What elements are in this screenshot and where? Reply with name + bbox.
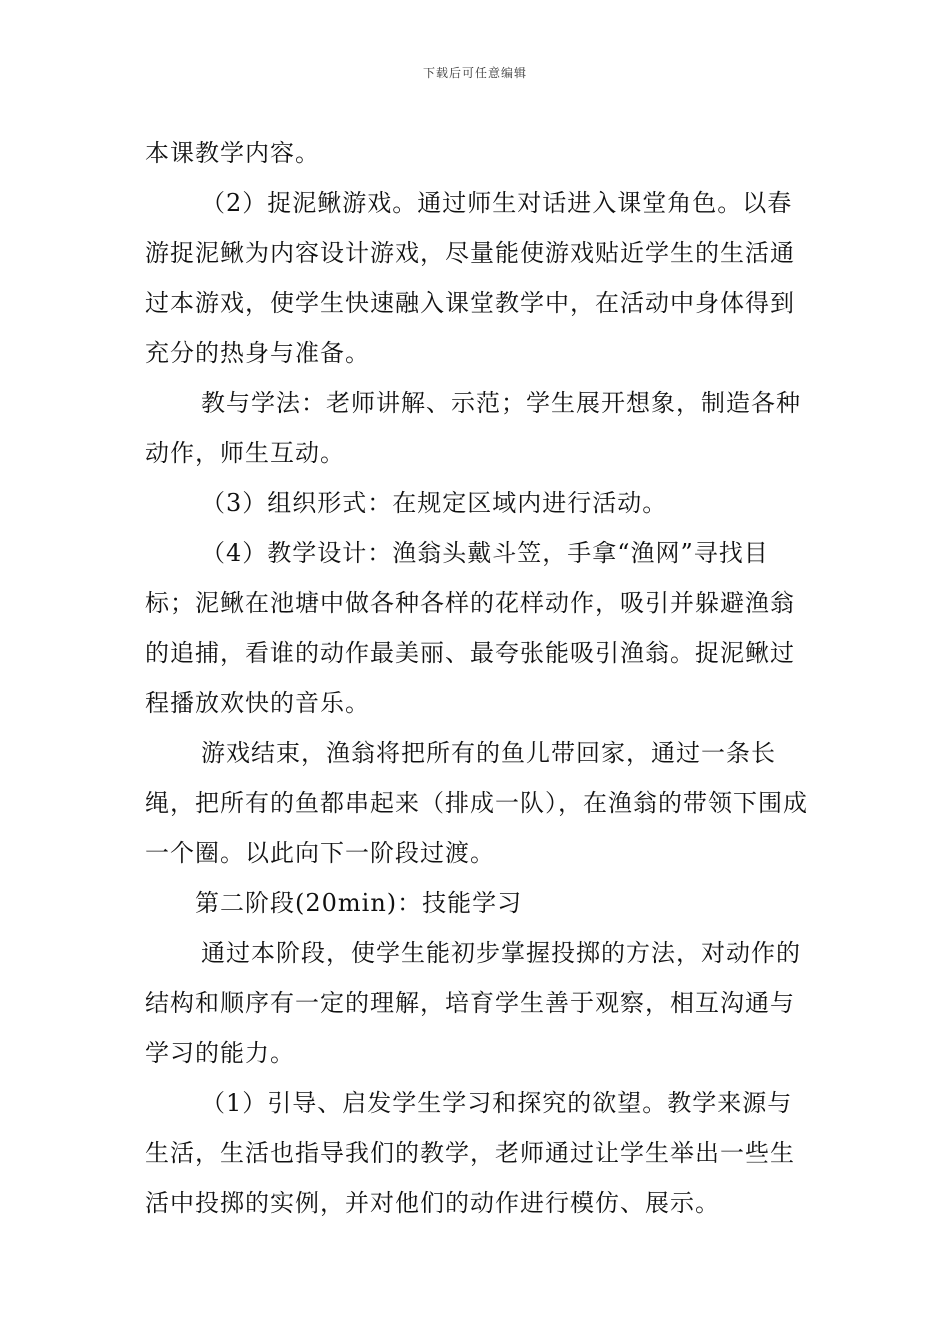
paragraph-teaching-design: （4）教学设计：渔翁头戴斗笠，手拿“渔网”寻找目标；泥鳅在池塘中做各种各样的花样动作，吸引并躲避渔翁的追捕，看谁的动作最美丽、最夸张能吸引渔翁。捉泥鳅过程播放欢快的音乐。 xyxy=(145,539,795,717)
paragraph-organization-form: （3）组织形式：在规定区域内进行活动。 xyxy=(201,489,668,517)
section-heading-stage-two: 第二阶段(20min)：技能学习 xyxy=(195,889,523,917)
document-body xyxy=(145,128,810,1228)
paragraph-guide-inspire: （1）引导、启发学生学习和探究的欲望。教学来源与生活，生活也指导我们的教学，老师通过让学生举出一些生活中投掷的实例，并对他们的动作进行模仿、展示。 xyxy=(145,1089,795,1217)
paragraph-game-end: 游戏结束，渔翁将把所有的鱼儿带回家，通过一条长绳，把所有的鱼都串起来（排成一队），在渔翁的带领下围成一个圈。以此向下一阶段过渡。 xyxy=(145,739,808,867)
paragraph-game-catch-loach: （2）捉泥鳅游戏。通过师生对话进入课堂角色。以春游捉泥鳅为内容设计游戏，尽量能使游戏贴近学生的生活通过本游戏，使学生快速融入课堂教学中，在活动中身体得到充分的热身与准备。 xyxy=(145,189,795,367)
paragraph-continuation: 本课教学内容。 xyxy=(145,139,320,167)
page-header: 下载后可任意编辑 xyxy=(422,66,527,80)
paragraph-teaching-method: 教与学法：老师讲解、示范；学生展开想象，制造各种动作，师生互动。 xyxy=(145,389,801,467)
paragraph-stage-two-goal: 通过本阶段，使学生能初步掌握投掷的方法，对动作的结构和顺序有一定的理解，培育学生善于观察，相互沟通与学习的能力。 xyxy=(145,939,801,1067)
